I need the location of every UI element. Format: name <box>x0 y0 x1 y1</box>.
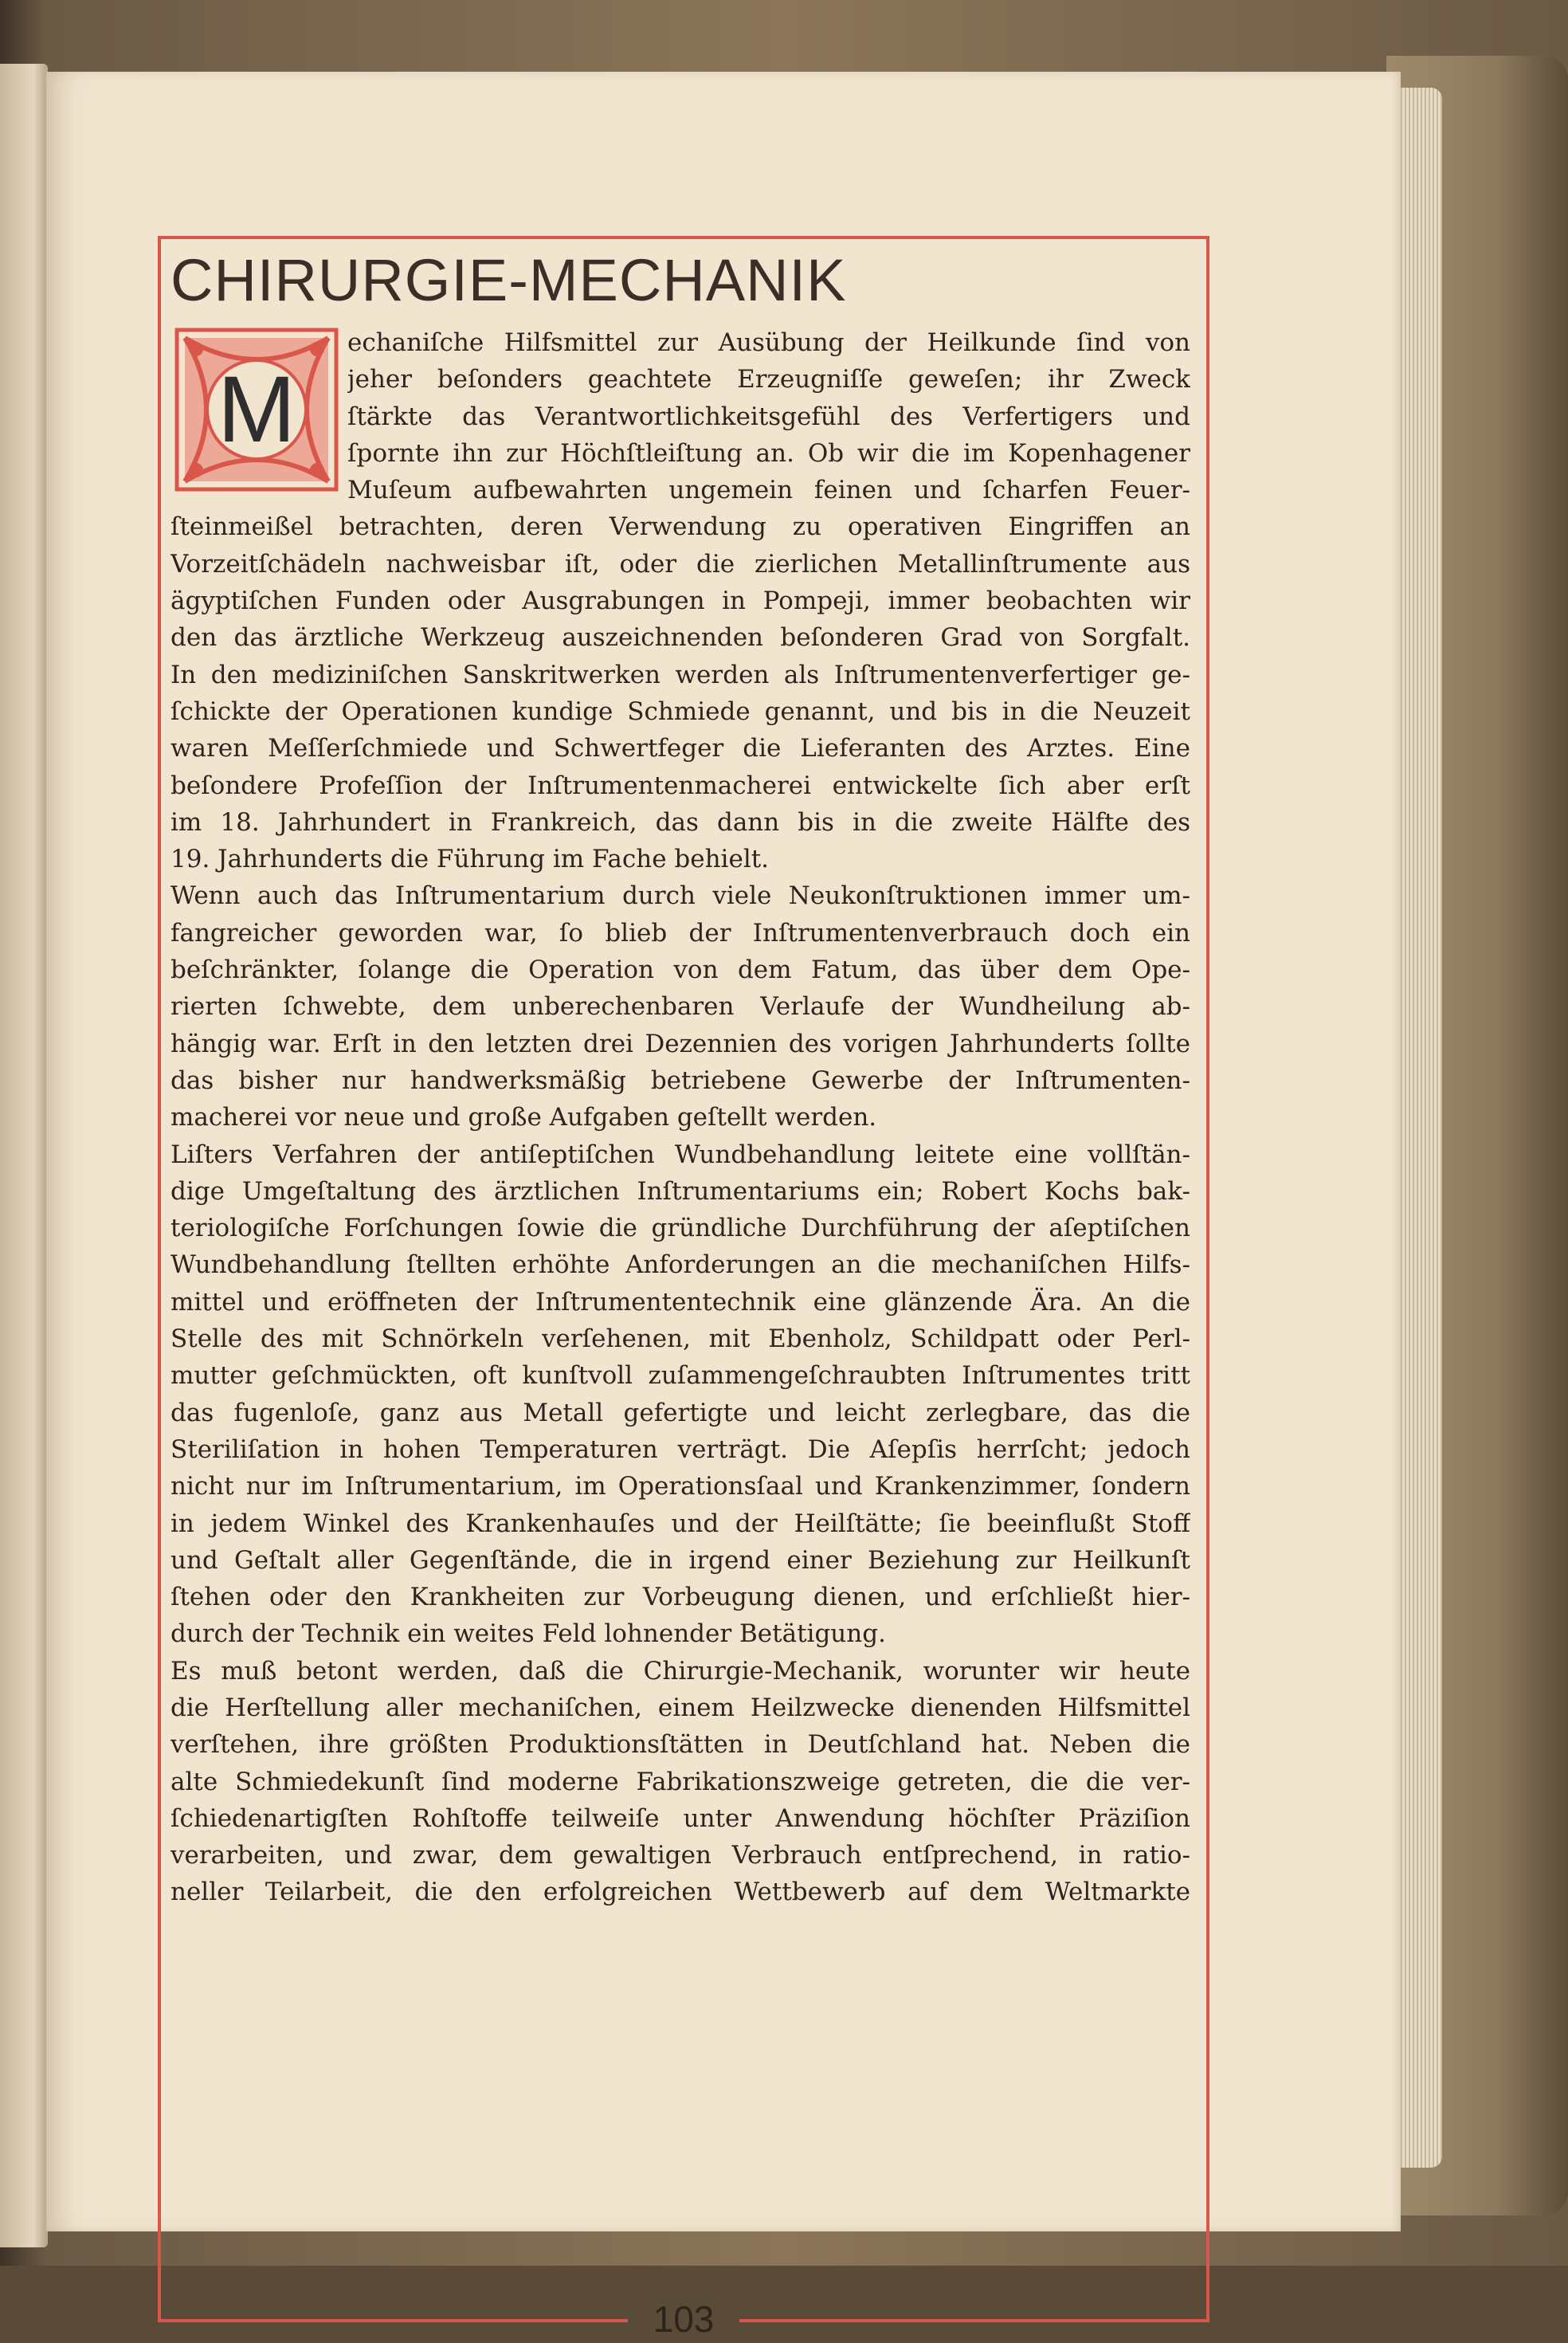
text-line: und Geſtalt aller Gegenſtände, die in irgend einer Beziehung zur Heilkunſt <box>171 1545 1190 1575</box>
text-line: Muſeum aufbewahrten ungemein feinen und ſcharfen Feuer- <box>347 476 1190 505</box>
text-line: ſtärkte das Verantwortlichkeitsgefühl des Verfertigers und <box>347 402 1190 431</box>
text-line: den das ärztliche Werkzeug auszeichnenden beſonderen Grad von Sorgfalt. <box>171 623 1190 653</box>
left-page-edge <box>0 64 48 2247</box>
text-line: Liſters Verfahren der antiſeptiſchen Wundbehandlung leitete eine vollſtän- <box>171 1140 1190 1169</box>
text-line: beſondere Profeſſion der Inſtrumentenmacherei entwickelte ſich aber erſt <box>171 771 1190 800</box>
text-line: ſtehen oder den Krankheiten zur Vorbeugung dienen, und erſchließt hier- <box>171 1583 1190 1612</box>
frame-top-rule <box>158 236 1209 239</box>
text-line: mittel und eröffneten der Inſtrumententechnik eine glänzende Ära. An die <box>171 1287 1190 1317</box>
text-line: Wundbehandlung ſtellten erhöhte Anforderungen an die mechaniſchen Hilfs- <box>171 1250 1190 1280</box>
frame-right-rule <box>1206 236 1209 2322</box>
text-line: alte Schmiedekunſt ſind moderne Fabrikationszweige getreten, die die ver- <box>171 1767 1190 1796</box>
text-line: hängig war. Erſt in den letzten drei Dezennien des vorigen Jahrhunderts ſollte <box>171 1029 1190 1058</box>
text-line: In den mediziniſchen Sanskritwerken werden als Inſtrumentenverfertiger ge- <box>171 660 1190 689</box>
page-number: 103 <box>653 2298 715 2340</box>
text-line: Stelle des mit Schnörkeln verſehenen, mit Ebenholz, Schildpatt oder Perl- <box>171 1325 1190 1354</box>
footer-rule-left <box>158 2319 628 2322</box>
text-line: verſtehen, ihre größten Produktionsſtätten in Deutſchland hat. Neben die <box>171 1730 1190 1760</box>
text-line: ſpornte ihn zur Höchſtleiſtung an. Ob wir die im Kopenhagener <box>347 438 1190 468</box>
page-title: CHIRURGIE-MECHANIK <box>171 247 847 313</box>
text-line: waren Meſſerſchmiede und Schwertfeger die Lieferanten des Arztes. Eine <box>171 734 1190 763</box>
text-line: teriologiſche Forſchungen ſowie die gründliche Durchführung der aſeptiſchen <box>171 1214 1190 1243</box>
text-line: das fugenloſe, ganz aus Metall gefertigte und leicht zerlegbare, das die <box>171 1398 1190 1427</box>
text-line: nicht nur im Inſtrumentarium, im Operationsſaal und Krankenzimmer, ſondern <box>171 1472 1190 1501</box>
frame-left-rule <box>158 236 161 2322</box>
page-footer <box>158 2295 1209 2343</box>
text-line: Es muß betont werden, daß die Chirurgie-Mechanik, worunter wir heute <box>171 1656 1190 1686</box>
initial-letter: M <box>217 357 296 462</box>
text-line: neller Teilarbeit, die den erfolgreichen Wettbewerb auf dem Weltmarkte <box>171 1878 1190 1907</box>
text-line: in jedem Winkel des Krankenhauſes und der Heilſtätte; ſie beeinflußt Stoff <box>171 1509 1190 1538</box>
text-line: 19. Jahrhunderts die Führung im Fache behielt. <box>171 845 770 874</box>
text-line: die Herſtellung aller mechaniſchen, einem Heilzwecke dienenden Hilfsmittel <box>171 1693 1190 1722</box>
text-line: ſteinmeißel betrachten, deren Verwendung zu operativen Eingriffen an <box>171 512 1190 542</box>
text-line: jeher beſonders geachtete Erzeugniſſe geweſen; ihr Zweck <box>347 365 1190 394</box>
text-line: macherei vor neue und große Aufgaben geſtellt werden. <box>171 1103 877 1132</box>
text-line: rierten ſchwebte, dem unberechenbaren Verlaufe der Wundheilung ab- <box>171 992 1190 1022</box>
text-line: fangreicher geworden war, ſo blieb der Inſtrumentenverbrauch doch ein <box>171 918 1190 948</box>
text-line: beſchränkter, ſolange die Operation von dem Fatum, das über dem Ope- <box>171 956 1190 985</box>
text-line: das bisher nur handwerksmäßig betriebene Gewerbe der Inſtrumenten- <box>171 1066 1190 1095</box>
text-line: ſchiedenartigſten Rohſtoffe teilweiſe unter Anwendung höchſter Präziſion <box>171 1803 1190 1833</box>
text-line: im 18. Jahrhundert in Frankreich, das dann bis in die zweite Hälfte des <box>171 807 1190 837</box>
text-line: echaniſche Hilfsmittel zur Ausübung der Heilkunde ſind von <box>347 328 1190 357</box>
text-line: mutter geſchmückten, oft kunſtvoll zuſammengeſchraubten Inſtrumentes tritt <box>171 1361 1190 1391</box>
text-line: ägyptiſchen Funden oder Ausgrabungen in Pompeji, immer beobachten wir <box>171 587 1190 616</box>
text-line: ſchickte der Operationen kundige Schmiede genannt, und bis in die Neuzeit <box>171 697 1190 726</box>
text-line: Steriliſation in hohen Temperaturen verträgt. Die Aſepſis herrſcht; jedoch <box>171 1434 1190 1464</box>
text-line: durch der Technik ein weites Feld lohnender Betätigung. <box>171 1619 886 1649</box>
body-text <box>171 324 1190 1911</box>
text-line: Wenn auch das Inſtrumentarium durch viele Neukonſtruktionen immer um- <box>171 881 1190 911</box>
text-line: verarbeiten, und zwar, dem gewaltigen Verbrauch entſprechend, in ratio- <box>171 1841 1190 1870</box>
text-line: Vorzeitſchädeln nachweisbar iſt, oder die zierlichen Metallinſtrumente aus <box>171 549 1190 579</box>
text-line: dige Umgeſtaltung des ärztlichen Inſtrumentariums ein; Robert Kochs bak- <box>171 1176 1190 1206</box>
footer-rule-right <box>739 2319 1209 2322</box>
